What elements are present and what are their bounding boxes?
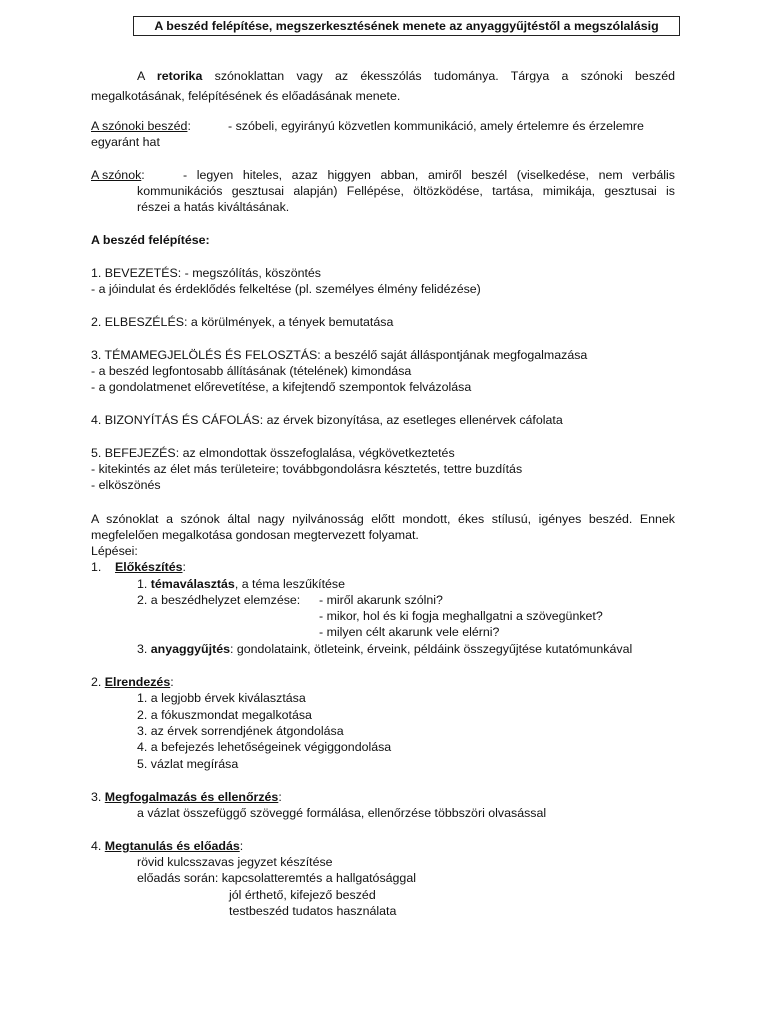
step4-colon: :: [239, 839, 244, 853]
structure-item: - elköszönés: [91, 478, 161, 492]
step2-number: 2.: [91, 675, 105, 689]
step2-item: 2. a fókuszmondat megalkotása: [137, 708, 312, 722]
step3-colon: :: [278, 790, 282, 804]
step4-title: Megtanulás és előadás: [104, 839, 240, 853]
speaker-def-line-1: - legyen hiteles, azaz higgyen abban, amiről beszél (viselkedése, nem verbális: [183, 168, 675, 182]
speech-def-term: [91, 118, 191, 134]
oration-line-1: A szónoklat a szónok által nagy nyilvánosság előtt mondott, ékes stílusú, igényes beszéd. Ennek: [91, 512, 675, 526]
intro-text: A: [137, 69, 157, 83]
structure-item: - kitekintés az élet más területeire; továbbgondolásra késztetés, tettre buzdítás: [91, 462, 523, 476]
oration-line-2: megfelelően megalkotása gondosan megtervezett folyamat.: [91, 528, 419, 542]
step1-heading: [115, 559, 186, 575]
step1-item-1-rest: , a téma leszűkítése: [234, 577, 346, 591]
intro-text-rest: szónoklattan vagy az ékesszólás tudománya. Tárgya a szónoki beszéd: [202, 69, 675, 83]
step4-line-2: előadás során: kapcsolatteremtés a hallgatósággal: [137, 871, 416, 885]
step4-line-4: testbeszéd tudatos használata: [229, 904, 397, 918]
intro-term-retorika: retorika: [156, 69, 203, 83]
step2-item: 3. az érvek sorrendjének átgondolása: [137, 724, 344, 738]
step1-item-1: [137, 576, 345, 592]
structure-item: 5. BEFEJEZÉS: az elmondottak összefoglalása, végkövetkeztetés: [91, 446, 455, 460]
step1-colon: :: [182, 560, 186, 574]
intro-line-1: [91, 68, 675, 84]
step1-item-1-term: témaválasztás: [150, 577, 235, 591]
speech-def-desc-2: egyaránt hat: [91, 135, 160, 149]
document-title: A beszéd felépítése, megszerkesztésének menete az anyaggyűjtéstől a megszólalásig: [133, 16, 680, 36]
step1-item-3: [137, 641, 632, 657]
step1-item-1-num: 1.: [137, 577, 151, 591]
step1-subitem: - milyen célt akarunk vele elérni?: [319, 625, 500, 639]
step4-number: 4.: [91, 839, 105, 853]
structure-item: 3. TÉMAMEGJELÖLÉS ÉS FELOSZTÁS: a beszélő saját álláspontjának megfogalmazása: [91, 348, 588, 362]
structure-item: - a gondolatmenet előrevetítése, a kifejtendő szempontok felvázolása: [91, 380, 472, 394]
step1-number: 1.: [91, 560, 102, 574]
step2-colon: :: [170, 675, 174, 689]
speaker-def-term: [91, 167, 145, 183]
step4-line-1: rövid kulcsszavas jegyzet készítése: [137, 855, 333, 869]
step1-item-3-rest: : gondolataink, ötleteink, érveink, példáink összegyűjtése kutatómunkával: [229, 642, 633, 656]
step4-line-3: jól érthető, kifejező beszéd: [229, 888, 376, 902]
step2-item: 4. a befejezés lehetőségeinek végiggondolása: [137, 740, 392, 754]
step1-subitem: - miről akarunk szólni?: [319, 593, 443, 607]
step2-item: 1. a legjobb érvek kiválasztása: [137, 691, 306, 705]
speaker-def-term-text: A szónok: [91, 168, 142, 182]
step2-heading: [91, 674, 174, 690]
step3-heading: [91, 789, 282, 805]
step1-subitem: - mikor, hol és ki fogja meghallgatni a szövegünket?: [319, 609, 603, 623]
speech-def-desc: - szóbeli, egyirányú közvetlen kommunikáció, amely értelemre és érzelemre: [228, 119, 644, 133]
speech-def-term-text: A szónoki beszéd: [91, 119, 188, 133]
step3-title: Megfogalmazás és ellenőrzés: [104, 790, 279, 804]
step1-item-2: 2. a beszédhelyzet elemzése:: [137, 593, 301, 607]
step2-item: 5. vázlat megírása: [137, 757, 239, 771]
intro-line-2: megalkotásának, felépítésének és előadásának menete.: [91, 89, 401, 103]
speaker-def-line-2: kommunikációs gesztusai alapján) Fellépése, öltözködése, tartása, mimikája, gesztusai is: [137, 184, 675, 198]
step1-item-3-num: 3.: [137, 642, 151, 656]
oration-line-3: Lépései:: [91, 544, 138, 558]
speech-def-colon: :: [187, 119, 191, 133]
speaker-def-colon: :: [141, 168, 145, 182]
structure-item: 4. BIZONYÍTÁS ÉS CÁFOLÁS: az érvek bizonyítása, az esetleges ellenérvek cáfolata: [91, 413, 563, 427]
step1-item-3-term: anyaggyűjtés: [150, 642, 230, 656]
structure-item: 1. BEVEZETÉS: - megszólítás, köszöntés: [91, 266, 322, 280]
structure-item: - a beszéd legfontosabb állításának (tételének) kimondása: [91, 364, 412, 378]
speaker-def-line-3: részei a hatás kiváltásának.: [137, 200, 290, 214]
step3-number: 3.: [91, 790, 105, 804]
step2-title: Elrendezés: [104, 675, 171, 689]
step3-line: a vázlat összefüggő szöveggé formálása, ellenőrzése többszöri olvasással: [137, 806, 547, 820]
structure-heading: A beszéd felépítése:: [91, 233, 210, 247]
structure-item: 2. ELBESZÉLÉS: a körülmények, a tények bemutatása: [91, 315, 394, 329]
step1-title: Előkészítés: [115, 560, 183, 574]
step4-heading: [91, 838, 243, 854]
structure-item: - a jóindulat és érdeklődés felkeltése (pl. személyes élmény felidézése): [91, 282, 481, 296]
